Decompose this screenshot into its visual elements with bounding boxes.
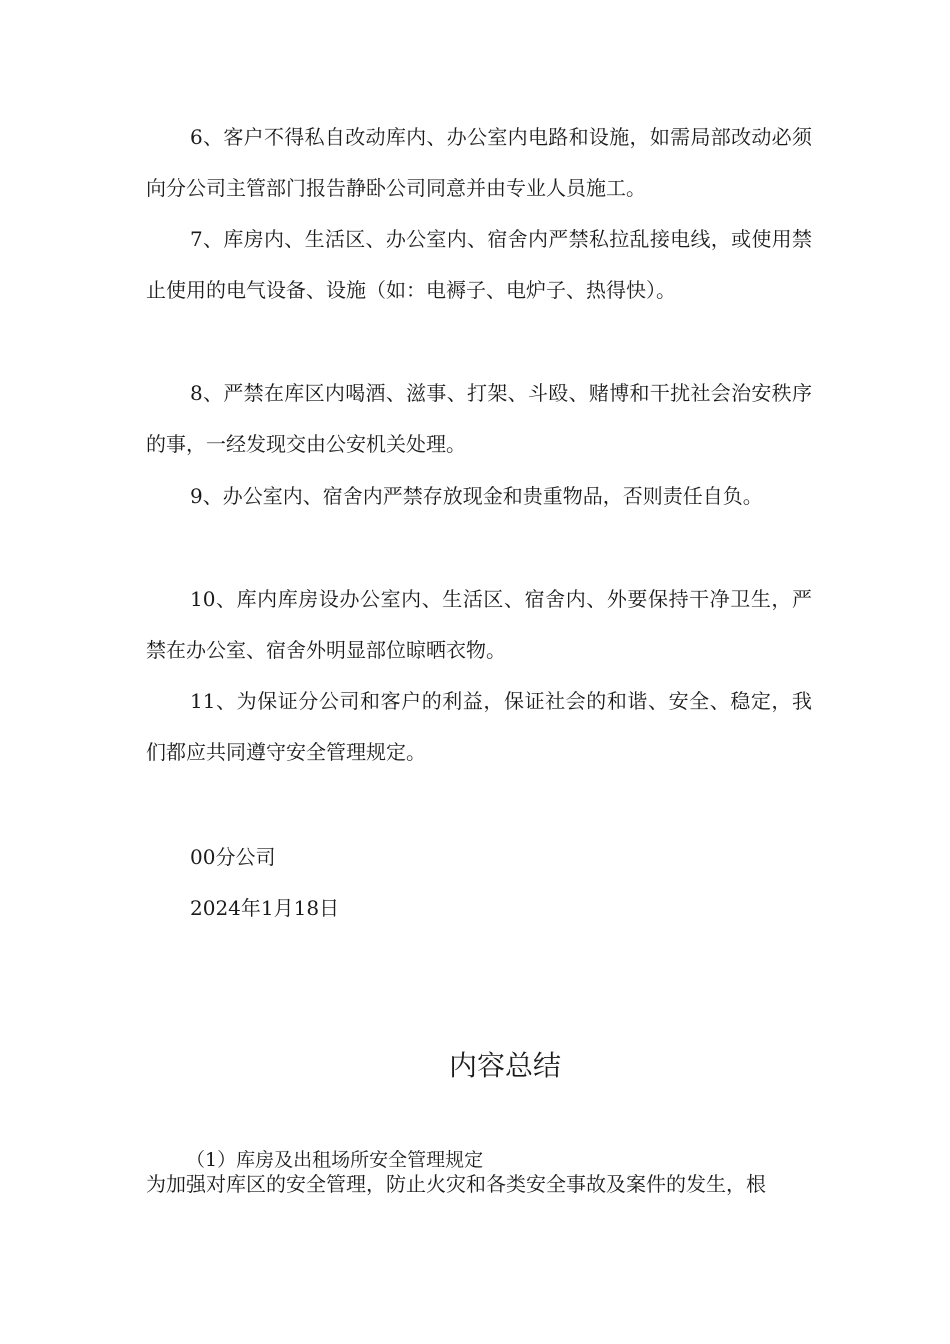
rule-7: 7、库房内、生活区、办公室内、宿舍内严禁私拉乱接电线，或使用禁止使用的电气设备、设施（如：电褥子、电炉子、热得快）。 — [146, 227, 812, 302]
rule-10: 10、库内库房设办公室内、生活区、宿舍内、外要保持干净卫生，严禁在办公室、宿舍外明显部位晾晒衣物。 — [146, 587, 812, 662]
rule-8: 8、严禁在库区内喝酒、滋事、打架、斗殴、赌博和干扰社会治安秩序的事，一经发现交由公安机关处理。 — [146, 381, 812, 456]
signature-date: 2024年1月18日 — [190, 896, 340, 920]
summary-body: 为加强对库区的安全管理，防止火灾和各类安全事故及案件的发生，根 — [146, 1172, 766, 1196]
summary-heading: （1）库房及出租场所安全管理规定 — [186, 1149, 484, 1171]
signature-company: 00分公司 — [190, 845, 276, 869]
rule-6: 6、客户不得私自改动库内、办公室内电路和设施，如需局部改动必须向分公司主管部门报告静卧公司同意并由专业人员施工。 — [146, 125, 812, 200]
summary-title: 内容总结 — [448, 1049, 561, 1082]
rule-9: 9、办公室内、宿舍内严禁存放现金和贵重物品，否则责任自负。 — [190, 484, 763, 508]
rule-11: 11、为保证分公司和客户的利益，保证社会的和谐、安全、稳定，我们都应共同遵守安全管理规定。 — [146, 689, 812, 764]
